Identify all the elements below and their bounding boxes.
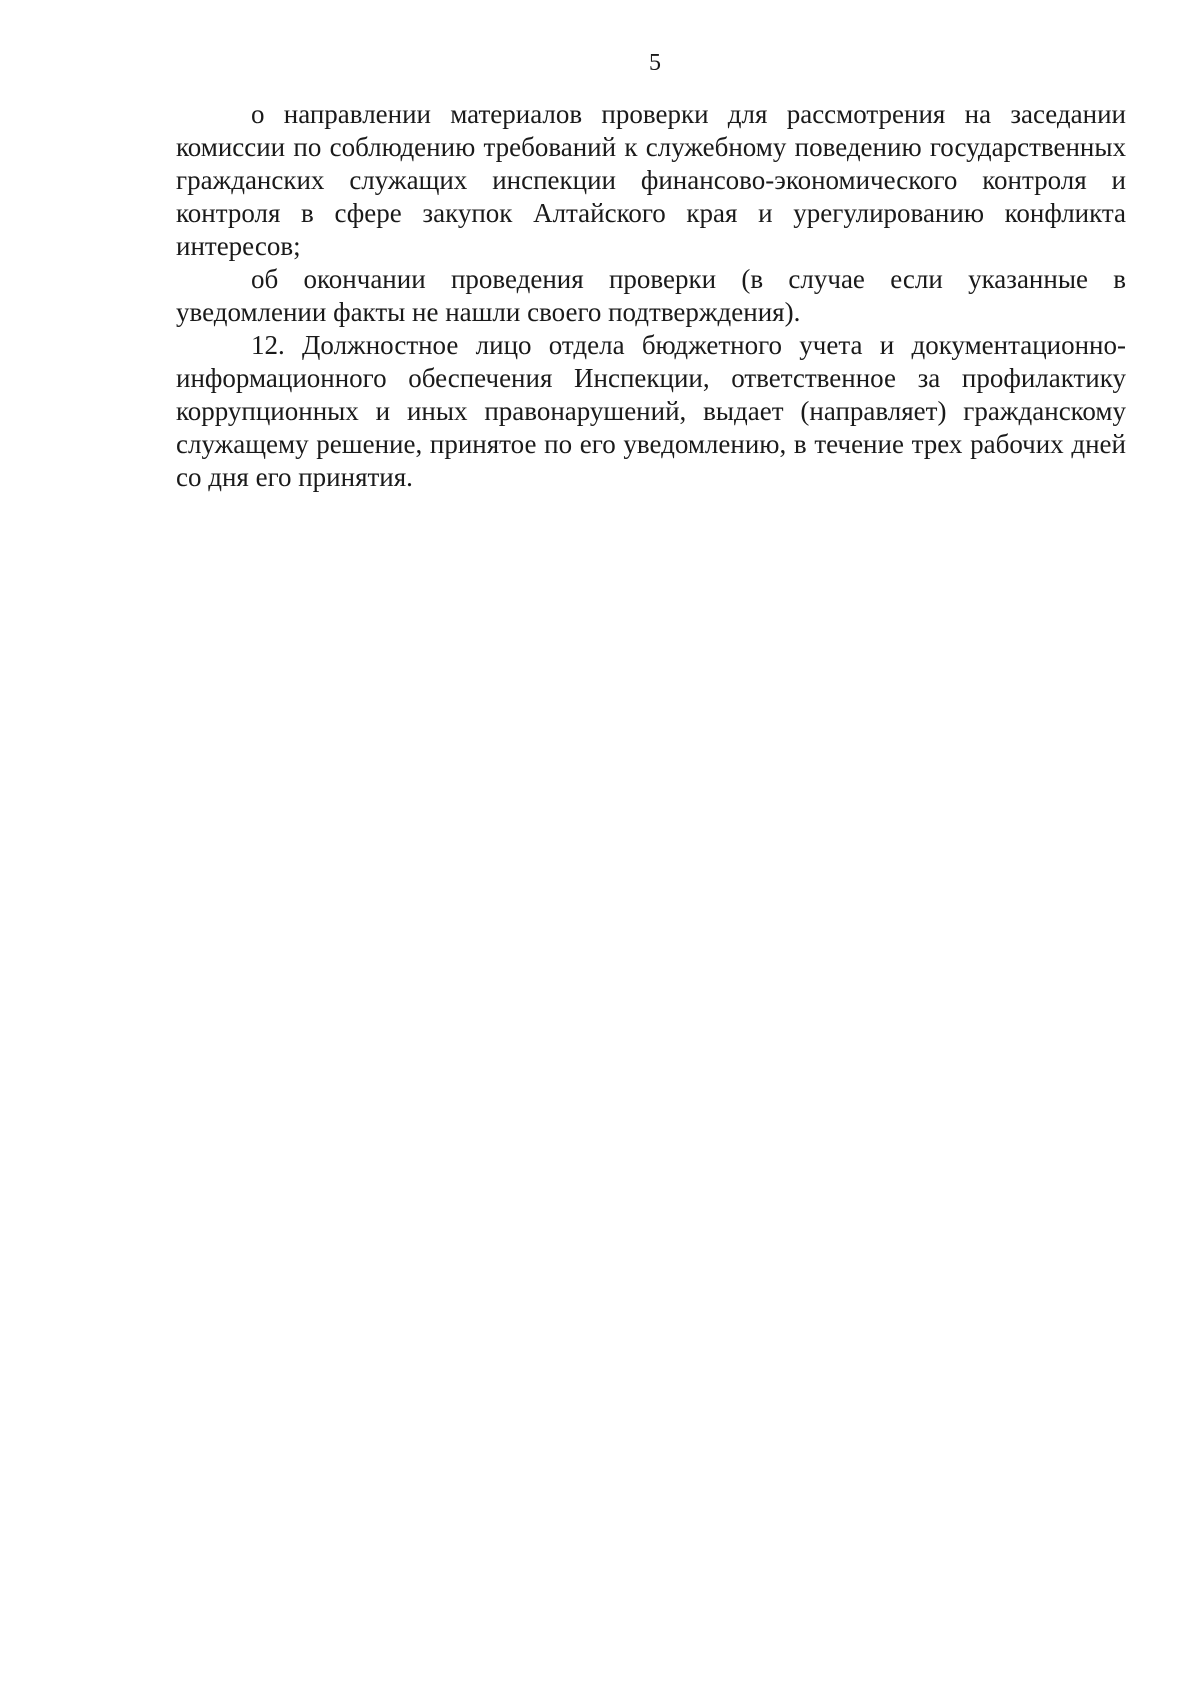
document-body	[176, 98, 1126, 494]
page-number: 5	[649, 50, 661, 76]
paragraph-item-12: 12. Должностное лицо отдела бюджетного учета и документационно-информационного обеспечения Инспекции, ответственное за профилактику коррупционных и иных правонарушений, выдает (направляет) гражданскому служащему решение, принятое по его уведомлению, в течение трех рабочих дней со дня его принятия.	[176, 330, 1126, 492]
paragraph-referral-to-commission: о направлении материалов проверки для рассмотрения на заседании комиссии по соблюдению требований к служебному поведению государственных гражданских служащих инспекции финансово-экономического контроля и контроля в сфере закупок Алтайского края и урегулированию конфликта интересов;	[176, 99, 1126, 261]
paragraph-end-of-inspection: об окончании проведения проверки (в случае если указанные в уведомлении факты не нашли своего подтверждения).	[176, 264, 1126, 327]
